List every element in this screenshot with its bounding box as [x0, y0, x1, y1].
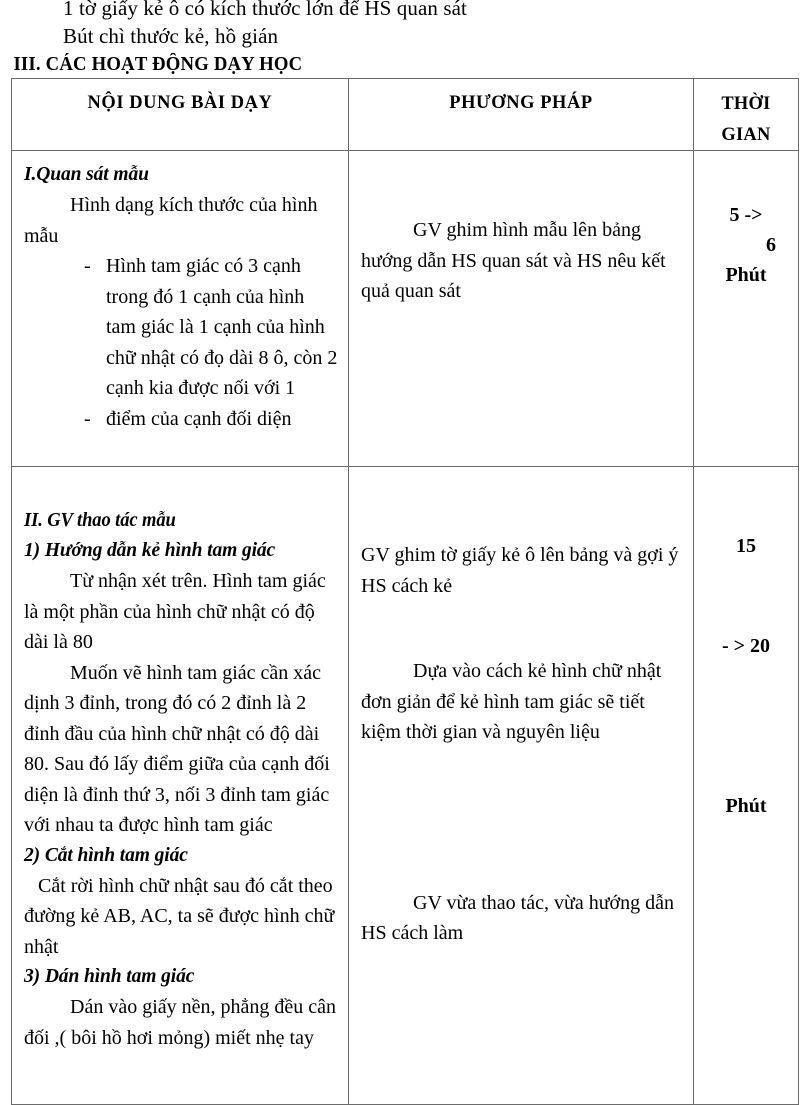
row2-heading-1: II. GV thao tác mẫu [24, 510, 176, 531]
row2-content-body [12, 467, 348, 1104]
row2-paragraph-2: Muốn vẽ hình tam giác cần xác dịnh 3 đỉnh, trong đó có 2 đỉnh là 2 đỉnh đầu của hình chữ nhật có độ dài 80. Sau đó lấy điểm giữa của cạnh đối diện là đỉnh thứ 3, nối 3 đỉnh tam giác với nhau ta được hình tam giác [24, 661, 330, 836]
list-item-label: điểm của cạnh đối diện [106, 407, 292, 430]
spacer [361, 601, 681, 656]
header-label-time-line2: GIAN [721, 124, 771, 145]
header-cell-method [349, 79, 694, 151]
spacer [702, 561, 790, 631]
dash-marker-icon: - [84, 255, 91, 277]
header-label-content: NỘI DUNG BÀI DẠY [87, 92, 273, 113]
list-item [24, 404, 338, 435]
spacer [361, 160, 681, 215]
row2-time-line-2: - > 20 [721, 635, 771, 657]
row2-time-line-3: Phút [725, 795, 767, 817]
row2-paragraph-1: Từ nhận xét trên. Hình tam giác là một phần của hình chữ nhật có độ dài là 80 [24, 570, 326, 653]
row2-time-cell [694, 467, 799, 1105]
section-heading: III. CÁC HOẠT ĐỘNG DẠY HỌC [13, 54, 303, 75]
row1-method-paragraph-1: GV ghim hình mẫu lên bảng hướng dẫn HS quan sát và HS nêu kết quả quan sát [361, 219, 666, 302]
row2-paragraph-4: Dán vào giấy nền, phẳng đều cân đối ,( bôi hồ hơi mỏng) miết nhẹ tay [24, 996, 337, 1049]
row2-time-body [694, 467, 798, 831]
table-header-row [12, 79, 799, 151]
row1-heading: I.Quan sát mẫu [24, 164, 149, 185]
list-item-label: Hình tam giác có 3 cạnh trong đó 1 cạnh của hình tam giác là 1 cạnh của hình chữ nhật có đọ dài 8 ô, còn 2 cạnh kia được nối với 1 [106, 255, 338, 399]
row1-time-line-3: Phút [725, 264, 767, 286]
table-row [12, 151, 799, 467]
row2-method-paragraph-2: Dựa vào cách kẻ hình chữ nhật đơn giản để kẻ hình tam giác sẽ tiết kiệm thời gian và nguyên liệu [361, 660, 662, 743]
list-item [24, 251, 338, 404]
spacer [361, 748, 681, 888]
preamble-line-2: Bút chì thước kẻ, hồ gián [63, 24, 279, 48]
row2-paragraph-3: Cắt rời hình chữ nhật sau đó cắt theo đường kẻ AB, AC, ta sẽ được hình chữ nhật [24, 874, 335, 958]
spacer [24, 476, 338, 506]
spacer [702, 476, 790, 531]
row2-method-cell [349, 467, 694, 1105]
row1-method-cell [349, 151, 694, 467]
preamble-line-1: 1 tờ giấy kẻ ô có kích thước lớn để HS quan sát [63, 0, 467, 20]
row1-time-body [694, 151, 798, 300]
table-row [12, 467, 799, 1105]
spacer [361, 476, 681, 540]
row1-content-cell [12, 151, 349, 467]
row1-bullet-list [24, 251, 338, 434]
row1-time-cell [694, 151, 799, 467]
header-cell-time [694, 79, 799, 151]
preamble-block [0, 0, 801, 77]
header-label-method: PHƯƠNG PHÁP [449, 92, 593, 113]
row1-time-line-2: 6 [766, 234, 776, 256]
row2-heading-4: 3) Dán hình tam giác [24, 966, 195, 987]
row1-time-line-1: 5 -> [729, 204, 763, 226]
row2-heading-3: 2) Cắt hình tam giác [24, 844, 188, 866]
row2-heading-2: 1) Hướng dẫn kẻ hình tam giác [24, 540, 276, 561]
dash-marker-icon: - [84, 407, 91, 430]
row2-method-paragraph-3: GV vừa thao tác, vừa hướng dẫn HS cách làm [361, 891, 674, 944]
header-label-time-line1: THỜI [721, 93, 771, 114]
row2-content-cell [12, 467, 349, 1105]
spacer [702, 160, 790, 200]
row2-time-line-1: 15 [736, 535, 756, 557]
row1-content-body [12, 151, 348, 466]
row2-method-body [349, 467, 693, 959]
lesson-plan-table [11, 78, 799, 1105]
row1-method-body [349, 151, 693, 317]
header-cell-content [12, 79, 349, 151]
spacer [702, 661, 790, 791]
row2-method-paragraph-1: GV ghim tờ giấy kẻ ô lên bảng và gợi ý HS cách kẻ [361, 544, 679, 597]
row1-paragraph-1: Hình dạng kích thước của hình mẫu [24, 194, 318, 247]
